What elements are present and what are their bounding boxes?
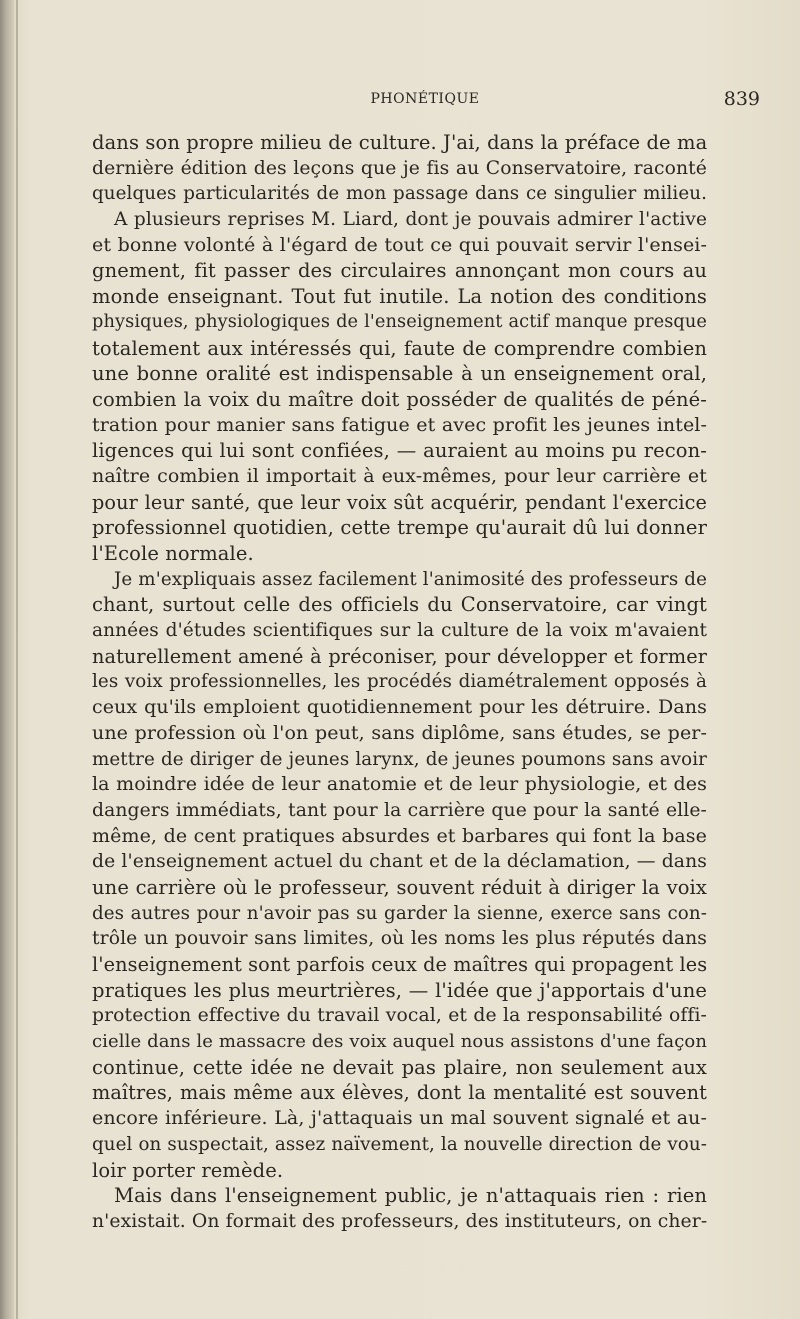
- text-line: Mais dans l'enseignement public, je n'attaquais rien : rien: [114, 1184, 707, 1208]
- text-line: une bonne oralité est indispensable à un enseignement oral,: [92, 362, 707, 386]
- text-line: dans son propre milieu de culture. J'ai, dans la préface de ma: [92, 131, 708, 154]
- text-line: ligences qui lui sont confiées, — auraient au moins pu recon-: [92, 439, 707, 463]
- text-line: quel on suspectait, assez naïvement, la nouvelle direction de vou-: [92, 1133, 707, 1155]
- page-header: [90, 88, 760, 112]
- text-line: trôle un pouvoir sans limites, où les noms les plus réputés dans: [92, 928, 707, 950]
- text-line: les voix professionnelles, les procédés diamétralement opposés à: [92, 671, 707, 693]
- running-head: PHONÉTIQUE: [370, 91, 480, 107]
- text-line: dernière édition des leçons que je fis au Conservatoire, raconté: [92, 157, 707, 179]
- binding-shadow-line: [16, 0, 18, 1319]
- text-line: l'enseignement sont parfois ceux de maîtres qui propagent les: [92, 953, 708, 976]
- text-line: maîtres, mais même aux élèves, dont la mentalité est souvent: [92, 1081, 707, 1105]
- text-line: pratiques les plus meurtrières, — l'idée que j'apportais d'une: [92, 978, 707, 1002]
- text-line: de l'enseignement actuel du chant et de la déclamation, — dans: [92, 851, 707, 873]
- text-line: quelques particularités de mon passage dans ce singulier milieu.: [92, 183, 707, 205]
- text-line: l'Ecole normale.: [92, 542, 254, 565]
- book-binding-edge: [0, 0, 14, 1319]
- text-line: totalement aux intéressés qui, faute de comprendre combien: [92, 336, 707, 360]
- text-line: ceux qu'ils emploient quotidiennement pour les détruire. Dans: [92, 696, 707, 719]
- text-line: années d'études scientifiques sur la culture de la voix m'avaient: [92, 620, 707, 642]
- text-line: mettre de diriger de jeunes larynx, de jeunes poumons sans avoir: [92, 748, 707, 770]
- text-line: encore inférieure. Là, j'attaquais un mal souvent signalé et au-: [92, 1107, 707, 1130]
- text-line: physiques, physiologiques de l'enseignement actif manque presque: [92, 311, 707, 332]
- body-text: [92, 130, 707, 1235]
- text-line: loir porter remède.: [92, 1158, 284, 1182]
- text-line: monde enseignant. Tout fut inutile. La notion des conditions: [92, 285, 707, 309]
- text-line: combien la voix du maître doit posséder de qualités de péné-: [92, 387, 707, 411]
- text-line: des autres pour n'avoir pas su garder la sienne, exerce sans con-: [92, 902, 707, 924]
- text-line: une carrière où le professeur, souvent réduit à diriger la voix: [92, 875, 707, 899]
- text-line: la moindre idée de leur anatomie et de leur physiologie, et des: [92, 773, 707, 796]
- text-line: naître combien il importait à eux-mêmes, pour leur carrière et: [92, 464, 707, 487]
- text-line: A plusieurs reprises M. Liard, dont je pouvais admirer l'active: [114, 209, 707, 231]
- text-line: Je m'expliquais assez facilement l'animosité des professeurs de: [114, 568, 707, 590]
- text-line: tration pour manier sans fatigue et avec profit les jeunes intel-: [92, 413, 707, 436]
- text-line: et bonne volonté à l'égard de tout ce qui pouvait servir l'ensei-: [92, 233, 707, 256]
- text-line: pour leur santé, que leur voix sût acquérir, pendant l'exercice: [92, 490, 707, 514]
- text-line: n'existait. On formait des professeurs, des instituteurs, on cher-: [92, 1210, 708, 1232]
- text-line: professionnel quotidien, cette trempe qu'aurait dû lui donner: [92, 516, 707, 540]
- text-line: cielle dans le massacre des voix auquel nous assistons d'une façon: [92, 1031, 708, 1053]
- text-line: gnement, fit passer des circulaires annonçant mon cours au: [92, 259, 707, 283]
- text-line: même, de cent pratiques absurdes et barbares qui font la base: [92, 824, 707, 847]
- text-line: chant, surtout celle des officiels du Conservatoire, car vingt: [92, 593, 707, 617]
- page-number: 839: [723, 88, 760, 110]
- text-line: une profession où l'on peut, sans diplôme, sans études, se per-: [92, 721, 707, 744]
- text-line: protection effective du travail vocal, et de la responsabilité offi-: [92, 1005, 707, 1027]
- text-line: naturellement amené à préconiser, pour développer et former: [92, 644, 707, 668]
- text-line: dangers immédiats, tant pour la carrière que pour la santé elle-: [92, 799, 707, 821]
- text-line: continue, cette idée ne devait pas plaire, non seulement aux: [92, 1055, 707, 1079]
